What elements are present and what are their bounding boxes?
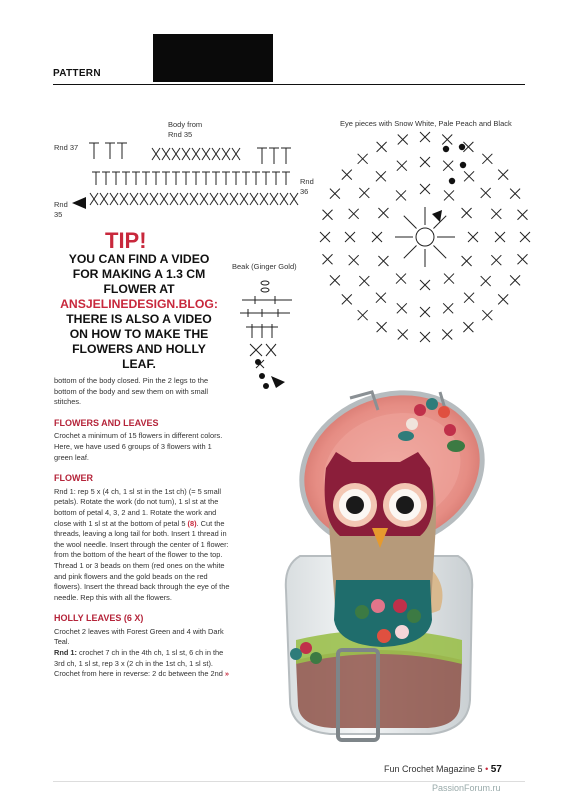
holly-text: crochet 7 ch in the 4th ch, 1 sl st, 6 ch in the 3rd ch, 1 sl st, rep 3 x (2 ch in the 1st ch, 1 sl st). Crochet from here in reverse: 2 dc between the 2nd (54, 648, 224, 679)
magazine-name: Fun Crochet Magazine 5 (384, 764, 483, 774)
tip-link[interactable]: ANSJELINEDESIGN.BLOG: (60, 297, 218, 311)
footer-rule (53, 781, 525, 782)
tip-line: YOU CAN FIND A VIDEO (68, 252, 210, 266)
page-number: 57 (490, 764, 502, 775)
flower-text-a: Rnd 1: rep 5 x (4 ch, 1 sl st in the 1st ch) (= 5 small petals). Rotate the work (do not turn), 1 sl st at the bottom of petal 4, 3, 2 and 1. Rotate the work and close with 1 sl st at the bottom of petal 5 (54, 486, 221, 528)
tip-line: FOR MAKING A 1.3 CM (72, 267, 206, 281)
tip-line: FLOWER AT (103, 282, 175, 296)
rnd37-label: Rnd 37 (54, 143, 79, 152)
paragraph: Crochet a minimum of 15 flowers in different colors. Here, we have used 6 groups of 3 flowers with 1 green leaf. (54, 431, 223, 462)
footer-bullet: • (485, 764, 489, 774)
beak-chart-caption: Beak (Ginger Gold) (232, 262, 297, 271)
paragraph: bottom of the body closed. Pin the 2 legs to the bottom of the body and sew them on with small stitches. (54, 376, 209, 407)
tip-line: FLOWERS AND HOLLY (72, 342, 206, 356)
body-caption-line1: Body from (168, 120, 203, 129)
watermark: PassionForum.ru (432, 783, 501, 793)
rnd36-b: 36 (300, 187, 309, 196)
eye-chart-caption: Eye pieces with Snow White, Pale Peach and Black (340, 119, 512, 128)
rnd35-b: 35 (54, 210, 63, 219)
tip-line: ON HOW TO MAKE THE (69, 327, 209, 341)
paragraph: Crochet 2 leaves with Forest Green and 4 with Dark Teal. (54, 626, 224, 647)
heading-flowers-and-leaves: FLOWERS AND LEAVES (54, 417, 159, 428)
heading-flower: FLOWER (54, 473, 93, 484)
figure-ref: (8) (187, 518, 197, 528)
tip-line: LEAF. (122, 357, 156, 371)
rnd36-a: Rnd (300, 177, 314, 186)
tip-line: THERE IS ALSO A VIDEO (66, 312, 212, 326)
tip-title: TIP! (105, 228, 147, 253)
body-caption-line2: Rnd 35 (168, 130, 193, 139)
section-label: PATTERN (53, 68, 101, 79)
holly-rnd-label: Rnd 1: (54, 648, 77, 658)
footer (384, 764, 502, 775)
continued-icon: » (224, 669, 230, 679)
rnd35-a: Rnd (54, 200, 68, 209)
flower-text-b: . Cut the threads, leaving a long tail for both. Insert 1 thread in the wool needle. Insert through the center of 1 flower: from the bottom of the heart of the flower to the top. Thread 1 or 3 beads on them (red ones on the white and pink flowers and the gold beads on the red flowers). Insert the thread back through the eye of the needle. Rep this with all the flowers. (54, 518, 230, 602)
heading-holly-leaves: HOLLY LEAVES (6 X) (54, 613, 144, 624)
